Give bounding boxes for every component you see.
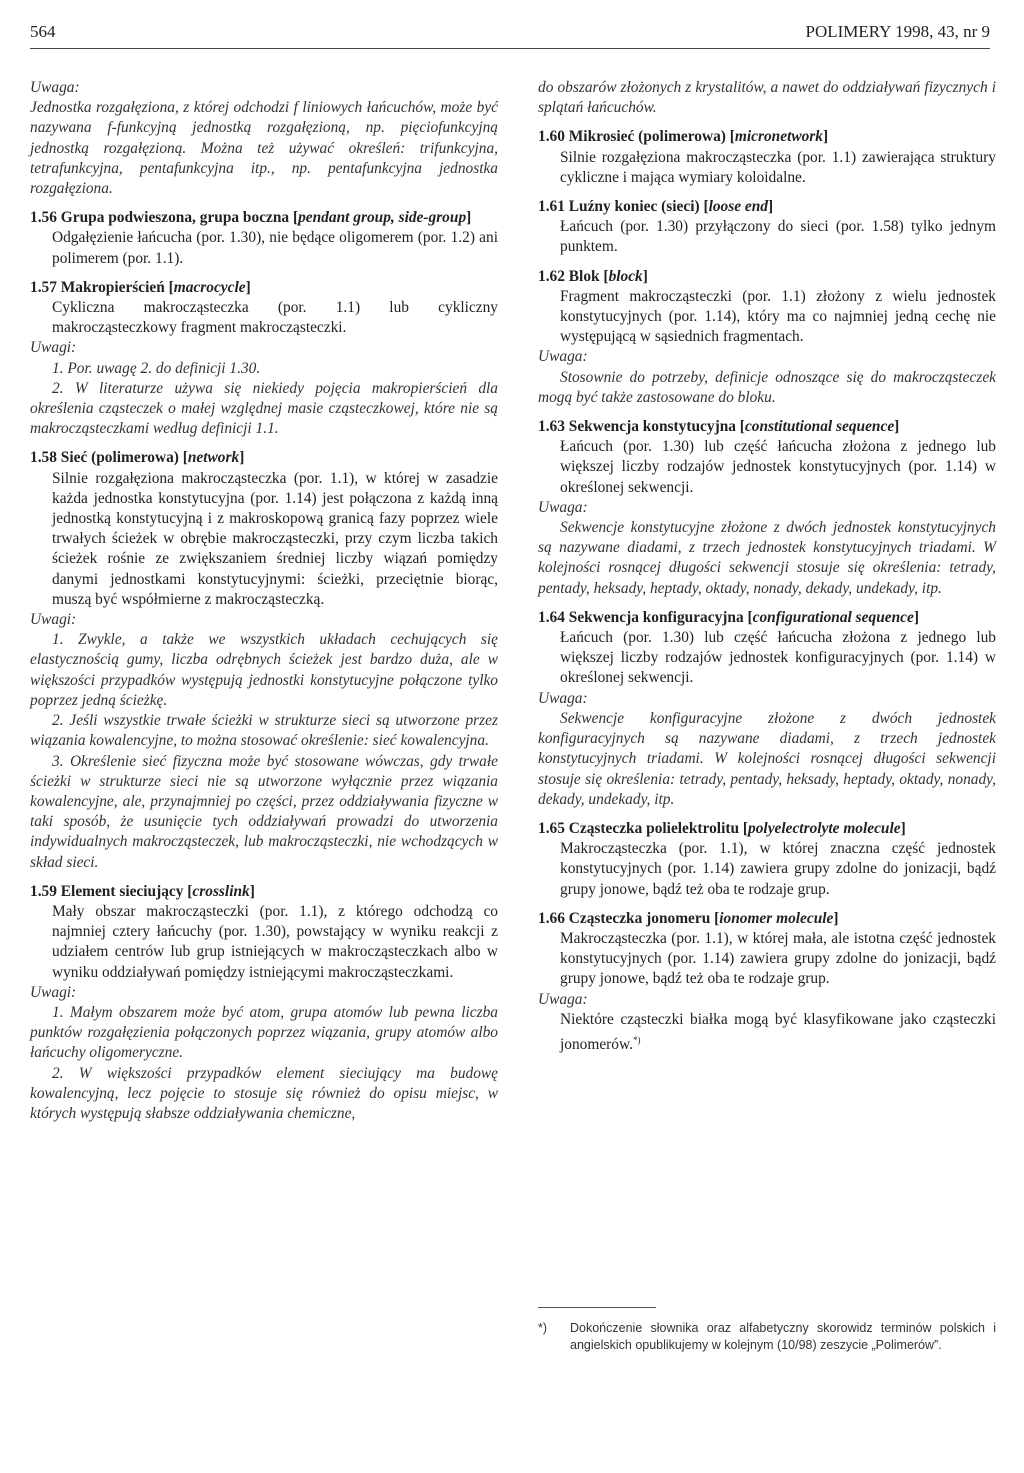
entry-1-61 (538, 197, 996, 258)
entry-1-64 (538, 608, 996, 810)
note-label: Uwaga: (538, 689, 588, 707)
footnote-reference: *) (632, 1034, 641, 1045)
entry-heading: 1.62 Blok [block] (538, 267, 648, 285)
note-label: Uwaga: (538, 498, 588, 516)
entry-heading: 1.64 Sekwencja konfiguracyjna [configurational sequence] (538, 608, 919, 626)
entry-1-56 (30, 208, 498, 269)
english-term: configurational sequence (752, 608, 914, 626)
english-term: block (608, 267, 643, 285)
entry-definition: Łańcuch (por. 1.30) lub część łańcucha złożona z jednego lub większej liczby rodzajów jednostek konstytucyjnych (por. 1.14) w określonej sekwencji. (560, 438, 996, 496)
entry-1-58 (30, 448, 498, 872)
note-label: Uwagi: (30, 611, 77, 629)
footnote-text: Dokończenie słownika oraz alfabetyczny skorowidz terminów polskich i angielskich opublikujemy w kolejnym (10/98) zeszycie „Polimerów”. (570, 1321, 996, 1352)
entry-1-66 (538, 909, 996, 1056)
entry-definition: Makrocząsteczka (por. 1.1), w której mała, ale istotna część jednostek konstytucyjnych (por. 1.14) zawiera grupy zdolne do jonizacji, bądź grupy jonowe, bądź też oba te rodzaje grup. (560, 929, 996, 988)
note-label: Uwagi: (30, 339, 77, 357)
note-label: Uwaga: (538, 348, 588, 366)
english-term: micronetwork (734, 128, 823, 146)
entry-definition: Łańcuch (por. 1.30) przyłączony do sieci (por. 1.58) tylko jednym punktem. (560, 218, 996, 256)
entry-1-57 (30, 278, 498, 440)
footnote-divider (538, 1307, 656, 1308)
note-label: Uwaga: (30, 79, 80, 96)
entry-1-63 (538, 417, 996, 599)
entry-heading: 1.60 Mikrosieć (polimerowa) [micronetwork] (538, 128, 829, 146)
entry-definition: Cykliczna makrocząsteczka (por. 1.1) lub cykliczny makrocząsteczkowy fragment makrocząsteczki. (52, 299, 498, 337)
note-text: 2. W literaturze używa się niekiedy pojęcia makropierścień dla określenia cząsteczek o małej względnej masie cząsteczkowej, które nie są makrocząsteczkami według definicji 1.1. (30, 379, 498, 438)
english-term: constitutional sequence (744, 418, 895, 436)
entry-heading: 1.57 Makropierścień [macrocycle] (30, 278, 251, 296)
note-text: Niektóre cząsteczki białka mogą być klasyfikowane jako cząsteczki jonomerów.*) (560, 1010, 996, 1054)
journal-citation: POLIMERY 1998, 43, nr 9 (805, 22, 990, 41)
english-term: loose end (708, 198, 768, 216)
english-term: macrocycle (173, 278, 246, 296)
english-term: polyelectrolyte molecule (748, 819, 901, 837)
entry-definition: Fragment makrocząsteczki (por. 1.1) złożony z wielu jednostek konstytucyjnych (por. 1.14), który ma co najmniej jedną cechę nie występującą w sąsiednich fragmentach. (560, 287, 996, 346)
note-text: 2. W większości przypadków element sieciujący ma budowę kowalencyjną, lecz pojęcie to stosuje się również do opisu miejsc, w których występują słabsze oddziaływania chemiczne, (30, 1064, 498, 1122)
entry-definition: Mały obszar makrocząsteczki (por. 1.1), z którego odchodzą co najmniej cztery łańcuchy (por. 1.30), powstający w wyniku reakcji z udziałem centrów lub grup istniejących w makrocząsteczkach albo w wyniku oddziaływań pomiędzy istniejącymi makrocząsteczkami. (52, 902, 498, 981)
note-text: Sekwencje konstytucyjne złożone z dwóch jednostek konstytucyjnych są nazywane diadami, z trzech jednostek konstytucyjnych triadami. W kolejności rosnącej długości sekwencji stosuje się określenia: tetrady, pentady, heksady, heptady, oktady, nonady, dekady, undekady, itp. (538, 519, 996, 597)
entry-1-60 (538, 127, 996, 188)
note-text: do obszarów złożonych z krystalitów, a nawet do oddziaływań fizycznych i splątań łańcuchów. (538, 79, 996, 117)
note-text: 1. Małym obszarem może być atom, grupa atomów lub pewna liczba punktów rozgałęzienia połączonych poprzez wiązania, grupy atomów albo łańcuchy oligomeryczne. (30, 1003, 498, 1062)
intro-note (30, 78, 498, 199)
entry-definition: Łańcuch (por. 1.30) lub część łańcucha złożona z jednego lub większej liczby rodzajów jednostek konfiguracyjnych (por. 1.14) w określonej sekwencji. (560, 629, 996, 687)
english-term: crosslink (192, 882, 250, 900)
note-label: Uwagi: (30, 983, 77, 1001)
entry-heading: 1.59 Element sieciujący [crosslink] (30, 882, 255, 900)
english-term: ionomer molecule (719, 909, 834, 927)
entry-heading: 1.56 Grupa podwieszona, grupa boczna [pendant group, side-group] (30, 209, 472, 227)
entry-definition: Silnie rozgałęziona makrocząsteczka (por. 1.1), w której w zasadzie każda jednostka konstytucyjna (por. 1.14) jest połączona z każdą inną jednostką konstytucyjną i z makroskopową granicą fazy poprzez wiele trwałych ścieżek w obrębie makrocząsteczki, przy czym liczba takich ścieżek rośnie ze zwiększaniem średniej liczby wiązań pomiędzy danymi jednostkami konstytucyjnymi: ścieżki, przeciętnie biorąc, muszą być współmierne z makrocząsteczką. (52, 469, 498, 608)
note-text: Jednostka rozgałęziona, z której odchodzi f liniowych łańcuchów, może być nazywana f-funkcyjną jednostką rozgałęzioną, np. pięciofunkcyjną jednostką rozgałęzioną. Można też używać określeń: trifunkcyjna, tetrafunkcyjna, pentafunkcyjna itp., np. pentafunkcyjna jednostka rozgałęziona. (30, 99, 498, 198)
entry-1-62 (538, 267, 996, 408)
entry-1-65 (538, 819, 996, 900)
note-text: Sekwencje konfiguracyjne złożone z dwóch jednostek konfiguracyjnych są nazywane diadami, z trzech jednostek konstytucyjnych triadami. W kolejności rosnącej długości sekwencji stosuje się określenia: tetrady, pentady, heksady, heptady, oktady, nonady, dekady, undekady, itp. (538, 709, 996, 808)
note-text: 1. Zwykle, a także we wszystkich układach cechujących się elastycznością gumy, liczba odrębnych ścieżek jest bardzo duża, ale w większości przypadków występują jednostki konstytucyjne połączone tylko poprzez jedną ścieżkę. (30, 631, 498, 709)
english-term: pendant group, side-group (298, 209, 467, 227)
entry-heading: 1.65 Cząsteczka polielektrolitu [polyelectrolyte molecule] (538, 819, 906, 837)
note-label: Uwaga: (538, 990, 588, 1008)
footnote-mark: *) (538, 1321, 548, 1335)
note-text: 1. Por. uwagę 2. do definicji 1.30. (52, 359, 261, 377)
entry-definition: Silnie rozgałęziona makrocząsteczka (por. 1.1) zawierająca struktury cykliczne i mająca wymiary koloidalne. (560, 148, 996, 186)
footnote (538, 1320, 996, 1354)
entry-definition: Odgałęzienie łańcucha (por. 1.30), nie będące oligomerem (por. 1.2) ani polimerem (por. 1.1). (52, 229, 498, 267)
entry-heading: 1.58 Sieć (polimerowa) [network] (30, 449, 245, 467)
right-column (538, 78, 996, 1064)
left-column (30, 78, 498, 1133)
entry-heading: 1.63 Sekwencja konstytucyjna [constitutional sequence] (538, 418, 900, 436)
entry-heading: 1.66 Cząsteczka jonomeru [ionomer molecule] (538, 909, 839, 927)
entry-definition: Makrocząsteczka (por. 1.1), w której znaczna część jednostek konstytucyjnych (por. 1.14) zawiera grupy zdolne do jonizacji, bądź grupy jonowe, bądź też oba te rodzaje grup. (560, 840, 996, 898)
page-header (30, 22, 990, 49)
continued-note (538, 78, 996, 118)
english-term: network (187, 449, 240, 467)
note-text: 3. Określenie sieć fizyczna może być stosowane wówczas, gdy trwałe ścieżki w strukturze sieci nie są utworzone wyłącznie przez wiązania kowalencyjne, ale, przynajmniej po części, przez oddziaływania fizyczne w taki sposób, że usunięcie tych oddziaływań prowadzi do utworzenia indywidualnych makrocząsteczek, lub makrocząsteczki, nie wchodzących w skład sieci. (30, 752, 498, 871)
entry-1-59 (30, 882, 498, 1124)
entry-heading: 1.61 Luźny koniec (sieci) [loose end] (538, 198, 774, 216)
note-text: 2. Jeśli wszystkie trwałe ścieżki w strukturze sieci są utworzone przez wiązania kowalencyjne, to można stosować określenie: sieć kowalencyjna. (30, 712, 498, 750)
note-text: Stosownie do potrzeby, definicje odnoszące się do makrocząsteczek mogą być także zastosowane do bloku. (538, 368, 996, 406)
page-number: 564 (30, 22, 56, 41)
